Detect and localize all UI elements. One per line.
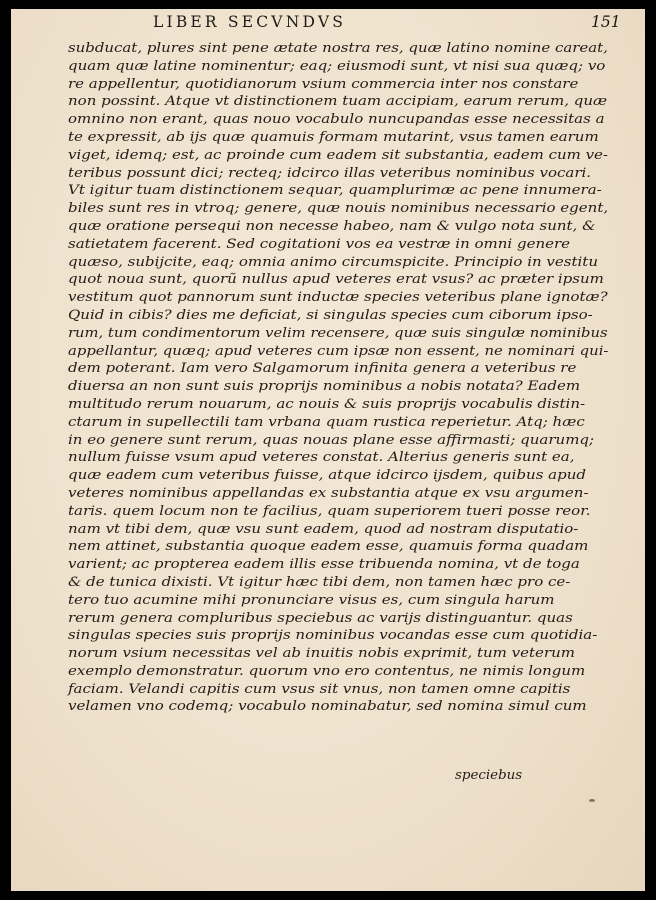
text-line: & de tunica dixisti. Vt igitur hæc tibi dem, non tamen hæc pro ce- bbox=[68, 574, 571, 590]
text-line: singulas species suis proprijs nominibus vocandas esse cum quotidia- bbox=[68, 628, 598, 644]
text-line: multitudo rerum nouarum, ac nouis & suis proprijs vocabulis distin- bbox=[68, 396, 586, 412]
text-line: te expressit, ab ijs quæ quamuis formam mutarint, vsus tamen earum bbox=[68, 129, 599, 145]
text-line: quam quæ latine nominentur; eaq; eiusmodi sunt, vt nisi sua quæq; vo bbox=[68, 58, 606, 74]
text-line: nullum fuisse vsum apud veteres constat. Alterius generis sunt ea, bbox=[68, 450, 575, 466]
text-line: teribus possunt dici; recteq; idcirco illas veteribus nominibus vocari. bbox=[68, 165, 592, 181]
text-line: rerum genera compluribus speciebus ac varijs distinguantur. quas bbox=[68, 610, 573, 626]
text-line: ctarum in supellectili tam vrbana quam rustica reperietur. Atq; hæc bbox=[68, 414, 585, 430]
text-line: taris. quem locum non te facilius, quam superiorem tueri posse reor. bbox=[68, 503, 591, 519]
text-line: non possint. Atque vt distinctionem tuam accipiam, earum rerum, quæ bbox=[68, 94, 608, 110]
text-line: in eo genere sunt rerum, quas nouas plane esse affirmasti; quarumq; bbox=[68, 432, 595, 448]
text-line: quæ oratione persequi non necesse habeo, nam & vulgo nota sunt, & bbox=[68, 218, 596, 234]
text-line: velamen vno codemq; vocabulo nominabatur, sed nomina simul cum bbox=[68, 699, 587, 715]
text-line: re appellentur, quotidianorum vsium commercia inter nos constare bbox=[68, 76, 579, 92]
text-line: vestitum quot pannorum sunt inductæ species veteribus plane ignotæ? bbox=[68, 290, 608, 306]
text-line: subducat, plures sint pene ætate nostra res, quæ latino nomine careat, bbox=[68, 41, 608, 56]
text-line: veteres nominibus appellandas ex substantia atque ex vsu argumen- bbox=[68, 485, 589, 501]
running-head-title: LIBER SECVNDVS bbox=[153, 13, 347, 31]
text-line: diuersa an non sunt suis proprijs nominibus a nobis notata? Eadem bbox=[68, 379, 581, 395]
page-number: 151 bbox=[591, 13, 621, 31]
text-line: dem poterant. Iam vero Salgamorum infinita genera a veteribus re bbox=[68, 361, 577, 377]
text-line: appellantur, quæq; apud veteres cum ipsæ non essent, ne nominari qui- bbox=[68, 343, 609, 359]
body-text bbox=[68, 40, 608, 716]
text-line: quot noua sunt, quorũ nullus apud veteres erat vsus? ac præter ipsum bbox=[68, 272, 604, 288]
catchword: speciebus bbox=[455, 768, 523, 783]
text-line: quæ eadem cum veteribus fuisse, atque idcirco ijsdem, quibus apud bbox=[68, 468, 586, 484]
text-line: varient; ac propterea eadem illis esse tribuenda nomina, vt de toga bbox=[68, 557, 580, 573]
text-line: rum, tum condimentorum velim recensere, quæ suis singulæ nominibus bbox=[68, 325, 608, 341]
text-line: nem attinet, substantia quoque eadem esse, quamuis forma quadam bbox=[68, 539, 589, 555]
text-line: tero tuo acumine mihi pronunciare visus es, cum singula harum bbox=[68, 592, 555, 608]
text-line: omnino non erant, quas nouo vocabulo nuncupandas esse necessitas a bbox=[68, 112, 605, 128]
text-line: biles sunt res in vtroq; genere, quæ nouis nominibus necessario egent, bbox=[68, 201, 609, 217]
text-line: nam vt tibi dem, quæ vsu sunt eadem, quod ad nostram disputatio- bbox=[68, 521, 579, 537]
text-line: viget, idemq; est, ac proinde cum eadem sit substantia, eadem cum ve- bbox=[68, 147, 608, 163]
running-head bbox=[11, 13, 645, 35]
text-line: quæso, subijcite, eaq; omnia animo circumspicite. Principio in vestitu bbox=[68, 254, 598, 270]
text-line: Quid in cibis? dies me deficiat, si singulas species cum ciborum ipso- bbox=[68, 307, 593, 323]
book-page bbox=[11, 9, 645, 891]
text-line: faciam. Velandi capitis cum vsus sit vnus, non tamen omne capitis bbox=[68, 681, 571, 697]
text-line: norum vsium necessitas vel ab inuitis nobis exprimit, tum veterum bbox=[68, 646, 575, 662]
text-line: satietatem facerent. Sed cogitationi vos ea vestræ in omni genere bbox=[68, 236, 571, 252]
text-line: exemplo demonstratur. quorum vno ero contentus, ne nimis longum bbox=[68, 663, 586, 679]
ink-speck bbox=[589, 799, 595, 802]
text-line: Vt igitur tuam distinctionem sequar, quamplurimæ ac pene innumera- bbox=[68, 183, 602, 199]
